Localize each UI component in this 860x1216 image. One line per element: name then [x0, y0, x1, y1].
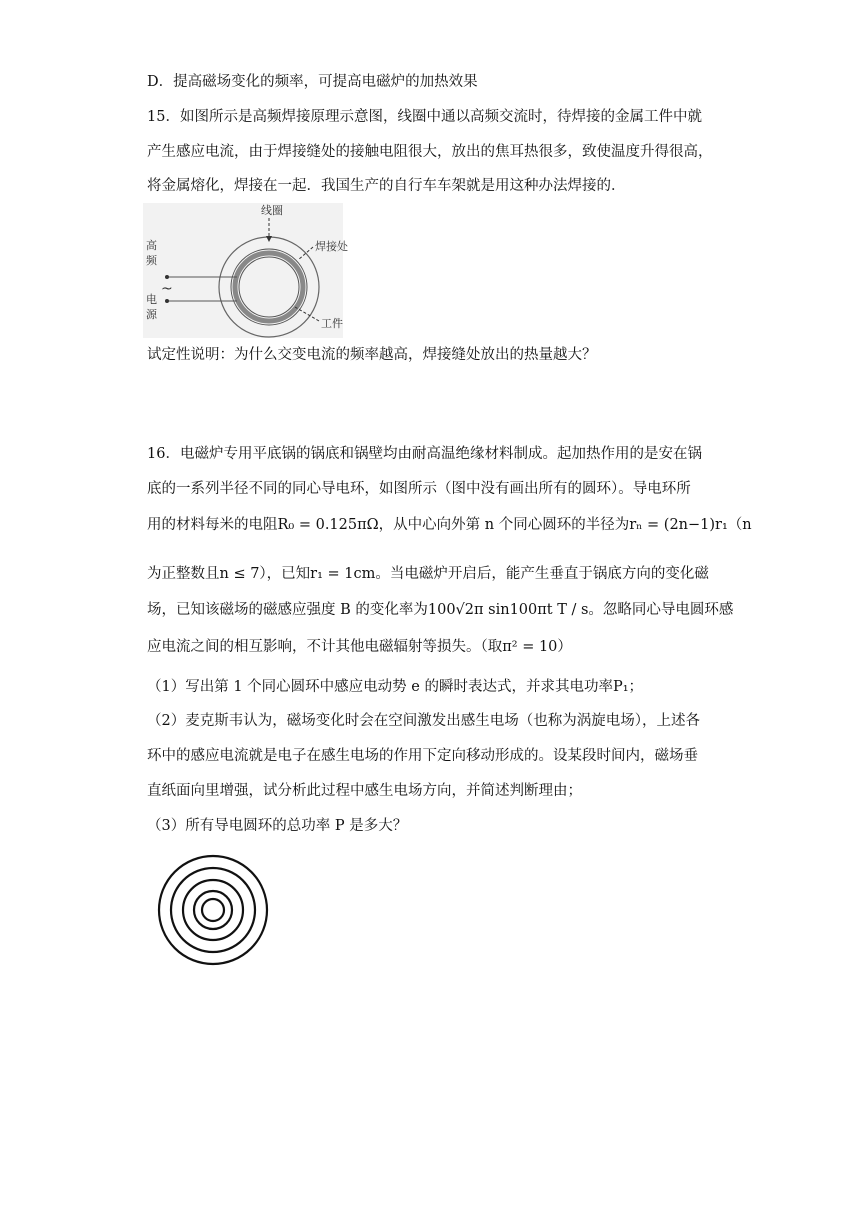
label-source-2: 频: [146, 254, 157, 267]
concentric-rings-svg: [150, 852, 270, 972]
q15-question: 试定性说明：为什么交变电流的频率越高，焊接缝处放出的热量越大？: [147, 347, 597, 363]
q15-text-line-2: 产生感应电流，由于焊接缝处的接触电阻很大，放出的焦耳热很多，致使温度升得很高，: [147, 144, 713, 160]
terminal-top: [165, 275, 169, 279]
q16-part-2-line-2: 环中的感应电流就是电子在感生电场的作用下定向移动形成的。设某段时间内，磁场垂: [147, 748, 698, 764]
q15-text-line-1: 15．如图所示是高频焊接原理示意图，线圈中通以高频交流时，待焊接的金属工件中就: [147, 109, 702, 125]
label-tilde: ~: [161, 281, 173, 297]
ring-2: [194, 891, 232, 929]
q16-part-3: （3）所有导电圆环的总功率 P 是多大？: [147, 818, 408, 834]
q16-text-line-2: 底的一系列半径不同的同心导电环，如图所示（图中没有画出所有的圆环）。导电环所: [147, 481, 691, 497]
label-workpiece: 工件: [321, 317, 343, 330]
label-source-3: 电: [146, 293, 157, 306]
q16-part-1: （1）写出第 1 个同心圆环中感应电动势 e 的瞬时表达式，并求其电功率P₁；: [147, 679, 644, 695]
workpiece-inner-edge: [239, 257, 299, 317]
q16-text-line-4: 为正整数且n ≤ 7），已知r₁ = 1cm。当电磁炉开启后，能产生垂直于锅底方向的变化磁: [147, 566, 709, 582]
q16-text-line-3: 用的材料每米的电阻R₀ = 0.125πΩ，从中心向外第 n 个同心圆环的半径为rₙ = (2n−1)r₁（n: [147, 517, 752, 533]
concentric-rings-diagram: [150, 852, 270, 972]
q16-text-line-6: 应电流之间的相互影响，不计其他电磁辐射等损失。（取π² = 10）: [147, 639, 572, 655]
ring-5: [159, 856, 267, 964]
ring-3: [183, 880, 243, 940]
terminal-bottom: [165, 299, 169, 303]
arrowhead-coil: [266, 236, 272, 242]
q16-text-line-5: 场，已知该磁场的磁感应强度 B 的变化率为100√2π sin100πt T / s。忽略同心导电圆环感: [147, 602, 734, 618]
label-source-1: 高: [146, 239, 157, 252]
option-d: D．提高磁场变化的频率，可提高电磁炉的加热效果: [147, 74, 478, 90]
label-coil: 线圈: [261, 204, 283, 217]
q15-text-line-3: 将金属熔化，焊接在一起．我国生产的自行车车架就是用这种办法焊接的．: [147, 178, 626, 194]
label-weld: 焊接处: [315, 240, 348, 253]
q16-text-line-1: 16．电磁炉专用平底锅的锅底和锅壁均由耐高温绝缘材料制成。起加热作用的是安在锅: [147, 446, 702, 462]
welding-diagram: [143, 203, 348, 338]
ring-1: [202, 899, 224, 921]
label-source-4: 源: [146, 308, 157, 321]
q16-part-2-line-1: （2）麦克斯韦认为，磁场变化时会在空间激发出感生电场（也称为涡旋电场），上述各: [147, 713, 700, 729]
welding-diagram-svg: [143, 203, 348, 338]
q16-part-2-line-3: 直纸面向里增强，试分析此过程中感生电场方向，并简述判断理由；: [147, 783, 582, 799]
